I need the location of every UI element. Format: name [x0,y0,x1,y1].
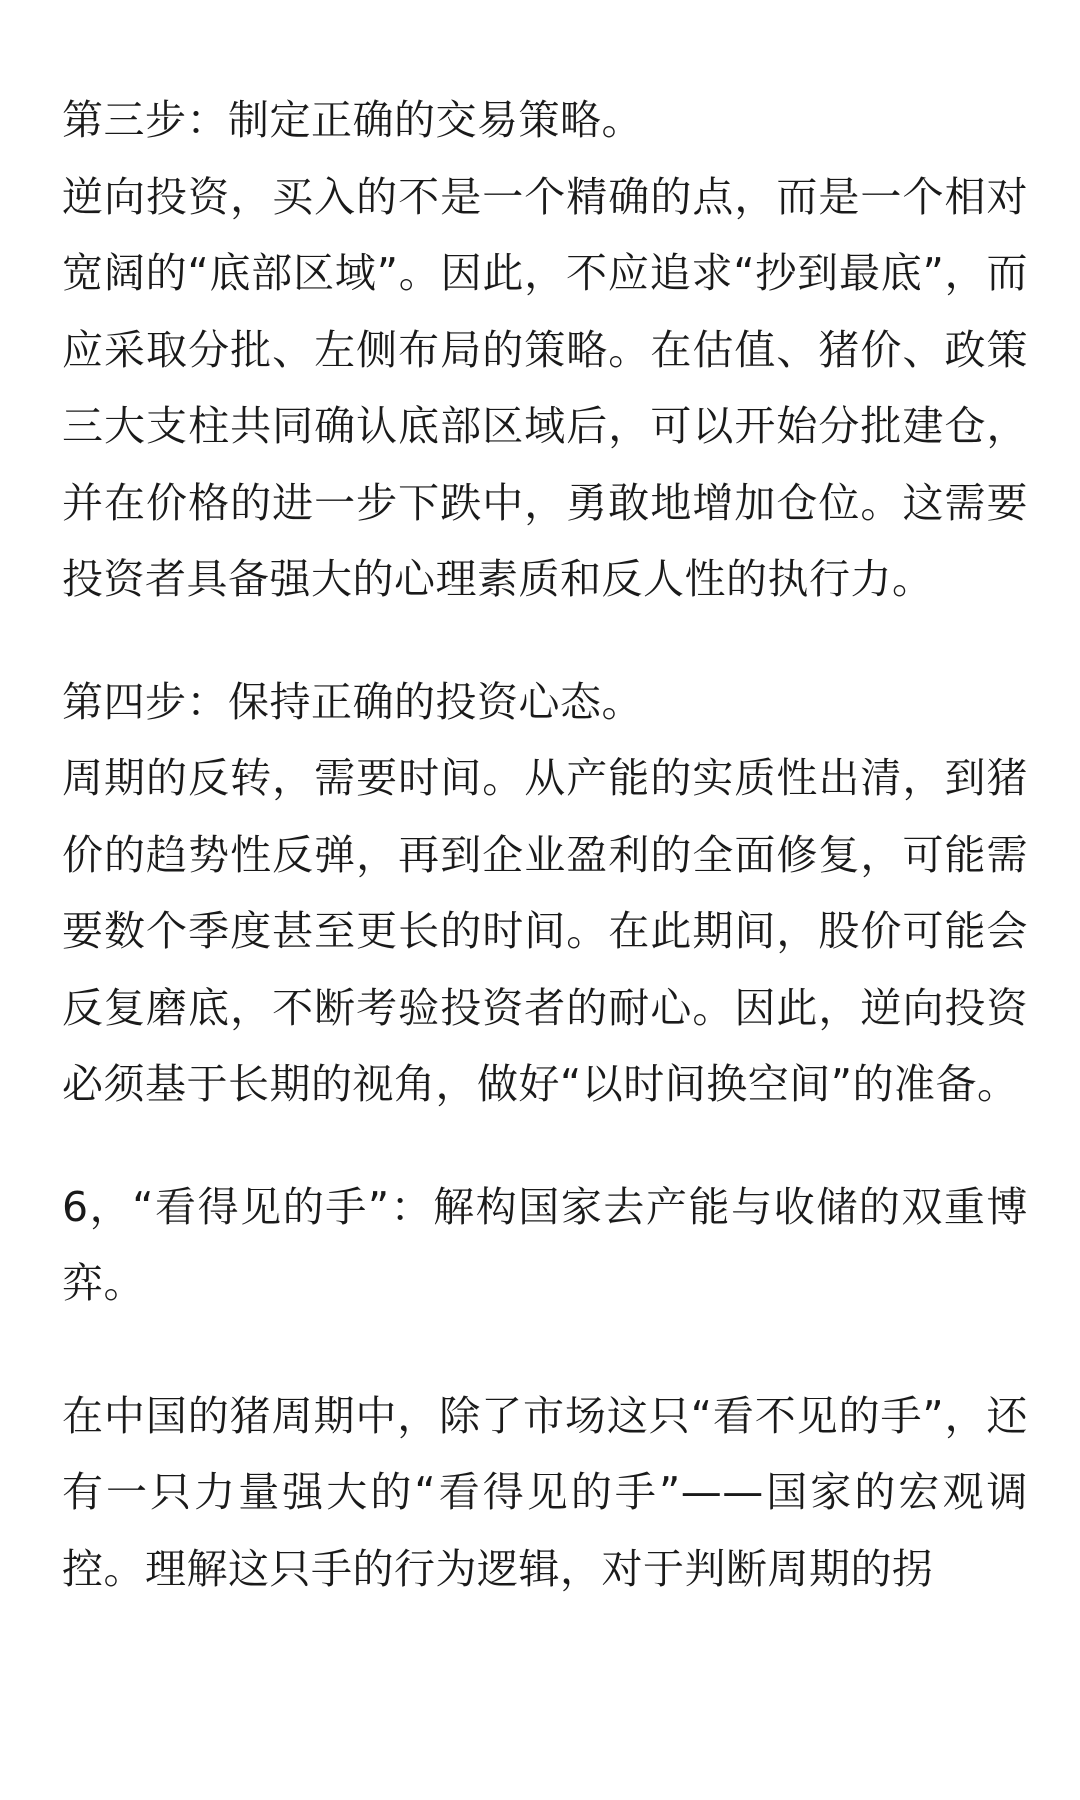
step4-heading: 第四步：保持正确的投资心态。 [62,677,643,726]
step3-heading: 第三步：制定正确的交易策略。 [62,96,643,144]
section6-heading: 6，“看得见的手”：解构国家去产能与收储的双重博弈。 [62,1182,1028,1307]
article-body [62,82,1028,1607]
step4-paragraph: 周期的反转，需要时间。从产能的实质性出清，到猪价的趋势性反弹，再到企业盈利的全面修复，可能需要数个季度甚至更长的时间。在此期间，股价可能会反复磨底，不断考验投资者的耐心。因此，逆向投资必须基于长期的视角，做好“以时间换空间”的准备。 [62,754,1028,1108]
paragraph-spacer [62,1123,1028,1169]
step3-paragraph: 逆向投资，买入的不是一个精确的点，而是一个相对宽阔的“底部区域”。因此，不应追求“抄到最底”，而应采取分批、左侧布局的策略。在估值、猪价、政策三大支柱共同确认底部区域后，可以开始分批建仓，并在价格的进一步下跌中，勇敢地增加仓位。这需要投资者具备强大的心理素质和反人性的执行力。 [62,172,1028,603]
section6-paragraph: 在中国的猪周期中，除了市场这只“看不见的手”，还有一只力量强大的“看得见的手”——国家的宏观调控。理解这只手的行为逻辑，对于判断周期的拐 [62,1391,1028,1593]
paragraph-spacer [62,1322,1028,1378]
paragraph-spacer [62,618,1028,664]
